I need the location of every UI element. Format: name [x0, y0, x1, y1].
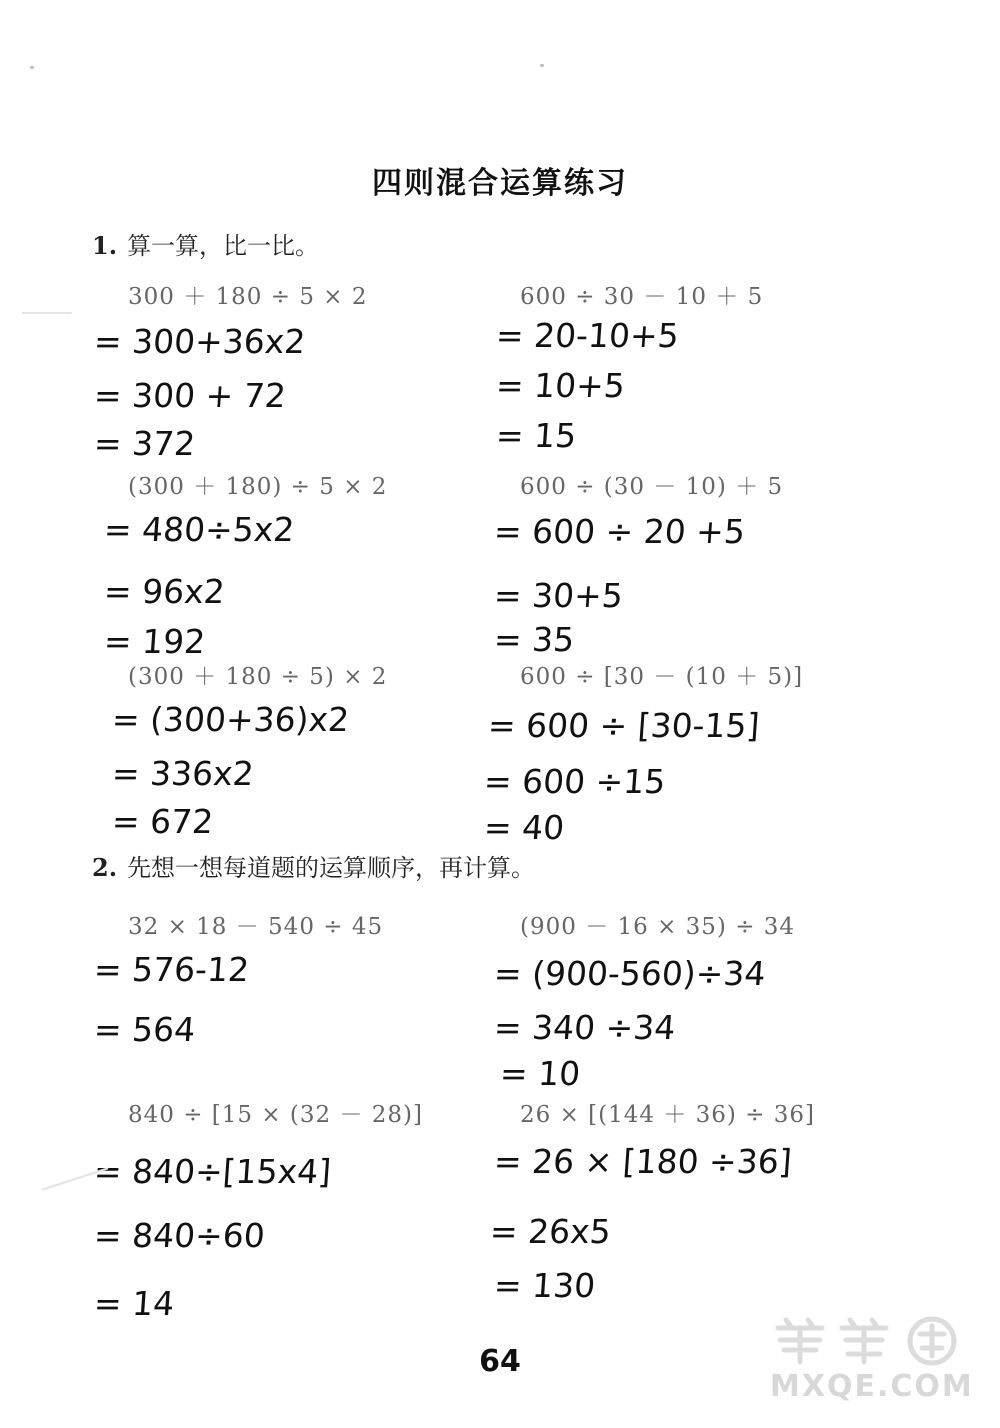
answer-step: = 300 + 72 — [92, 376, 288, 415]
answer-step: = 20-10+5 — [494, 316, 681, 355]
section-1-instruction: 算一算，比一比。 — [127, 232, 320, 260]
answer-step: = 372 — [92, 424, 197, 463]
answer-step: = 340 ÷34 — [492, 1008, 677, 1047]
answer-step: = (900-560)÷34 — [492, 954, 767, 993]
answer-step: = 600 ÷ 20 +5 — [492, 512, 747, 551]
problem-expression: 840 ÷ [15 × (32 － 28)] — [128, 1102, 424, 1128]
page-number: 64 — [479, 1344, 521, 1379]
answer-step: = 600 ÷15 — [482, 762, 667, 801]
answer-step: = 300+36x2 — [92, 322, 307, 361]
answer-step: = 672 — [110, 802, 215, 841]
scan-speck — [22, 312, 72, 314]
problem-expression: (300 ＋ 180 ÷ 5) × 2 — [128, 664, 388, 690]
watermark — [770, 1314, 974, 1404]
problem-expression: 26 × [(144 ＋ 36) ÷ 36] — [520, 1102, 816, 1128]
scan-speck — [30, 66, 34, 69]
answer-step: = 576-12 — [92, 950, 251, 989]
answer-step: = 600 ÷ [30-15] — [486, 706, 761, 745]
answer-step: = 480÷5x2 — [102, 510, 296, 549]
watermark-logo-icon — [770, 1314, 964, 1366]
problem-expression: 600 ÷ 30 － 10 ＋ 5 — [520, 284, 764, 310]
problem-expression: (300 ＋ 180) ÷ 5 × 2 — [128, 474, 388, 500]
answer-step: = 564 — [92, 1010, 197, 1049]
answer-step: = 35 — [492, 620, 576, 659]
answer-step: = 130 — [492, 1266, 597, 1305]
section-2-number: 2. — [92, 853, 118, 882]
answer-step: = 10+5 — [494, 366, 627, 405]
answer-step: = 840÷60 — [92, 1216, 267, 1255]
answer-step: = (300+36)x2 — [110, 700, 351, 739]
answer-step: = 10 — [498, 1054, 582, 1093]
section-1-number: 1. — [92, 231, 118, 260]
problem-expression: 600 ÷ [30 － (10 ＋ 5)] — [520, 664, 804, 690]
answer-step: = 15 — [494, 416, 578, 455]
answer-step: = 14 — [92, 1284, 176, 1323]
answer-step: = 26x5 — [488, 1212, 613, 1251]
problem-expression: 32 × 18 － 540 ÷ 45 — [128, 914, 384, 940]
answer-step: = 26 × [180 ÷36] — [492, 1142, 794, 1181]
section-2-instruction: 先想一想每道题的运算顺序，再计算。 — [127, 854, 536, 882]
answer-step: = 30+5 — [492, 576, 625, 615]
problem-expression: 600 ÷ (30 － 10) ＋ 5 — [520, 474, 784, 500]
problem-expression: 300 ＋ 180 ÷ 5 × 2 — [128, 284, 368, 310]
answer-step: = 192 — [102, 622, 207, 661]
section-1-heading — [92, 226, 319, 261]
answer-step: = 40 — [482, 808, 566, 847]
watermark-text: MXQE.COM — [770, 1369, 974, 1404]
problem-expression: (900 － 16 × 35) ÷ 34 — [520, 914, 796, 940]
answer-step: = 840÷[15x4] — [92, 1152, 333, 1191]
answer-step: = 336x2 — [110, 754, 256, 793]
page-title: 四则混合运算练习 — [372, 166, 628, 201]
answer-step: = 96x2 — [102, 572, 227, 611]
scan-speck — [540, 64, 544, 67]
section-2-heading — [92, 848, 535, 883]
